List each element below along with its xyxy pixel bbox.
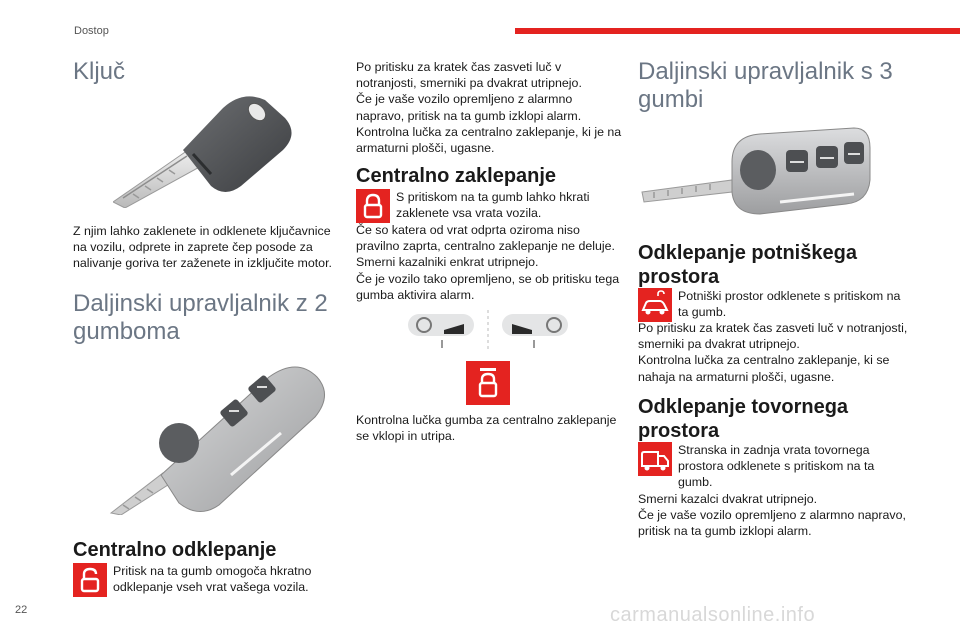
cargo-unlock-text: Smerni kazalci dvakrat utripnejo. Če je vaše vozilo opremljeno z alarmno napravo, pritisk na ta gumb izklopi alarm. [638,492,906,539]
key-title: Ključ [73,58,126,85]
section-header: Dostop [74,25,109,37]
cargo-unlock-title: Odklepanje tovornega prostora [638,396,849,442]
passenger-unlock-title: Odklepanje potniškega prostora [638,242,857,288]
passenger-unlock-text: Po pritisku za kratek čas zasveti luč v notranjosti, smerniki pa dvakrat utripnejo. Kontrolna lučka za centralno zaklepanje, ki se nahaja na armaturni plošči, ugasne. [638,321,908,384]
remote-3-button-title: Daljinski upravljalnik s 3 gumbi [638,58,893,113]
remote-2-button-illustration [101,355,333,515]
header-accent-bar [515,28,960,34]
key-illustration [113,90,313,208]
remote-3-button-illustration [640,122,872,222]
lock-indicator-icon [466,361,510,405]
cargo-unlock-icon [638,442,672,476]
central-unlock-title: Centralno odklepanje [73,539,277,561]
cargo-unlock-icon-text: Stranska in zadnja vrata tovornega prostora odklenete s pritiskom na ta gumb. [678,443,875,490]
central-unlock-text: Pritisk na ta gumb omogoča hkratno odklepanje vseh vrat vašega vozila. [113,564,312,595]
watermark: carmanualsonline.info [610,604,816,626]
indicator-text: Kontrolna lučka gumba za centralno zaklepanje se vklopi in utripa. [356,413,617,444]
lock-icon [356,189,390,223]
remote-2-button-title: Daljinski upravljalnik z 2 gumboma [73,290,328,345]
central-lock-icon-text: S pritiskom na ta gumb lahko hkrati zaklenete vsa vrata vozila. [396,190,590,221]
unlock-details-text: Po pritisku za kratek čas zasveti luč v notranjosti, smerniki pa dvakrat utripnejo. Če je vaše vozilo opremljeno z alarmno napravo, pritisk na ta gumb izklopi alarm. Kontrolna lučka za centralno zaklepanje, ki je na armaturni plošči, ugasne. [356,60,622,156]
key-description: Z njim lahko zaklenete in odklenete ključavnice na vozilu, odprete in zaprete čep posode za nalivanje goriva ter zaženete in izključite motor. [73,224,332,271]
central-lock-title: Centralno zaklepanje [356,165,557,187]
passenger-unlock-icon-text: Potniški prostor odklenete s pritiskom na ta gumb. [678,289,901,320]
passenger-unlock-icon [638,288,672,322]
central-lock-text: Če so katera od vrat odprta oziroma niso pravilno zaprta, centralno zaklepanje ne deluje. Smerni kazalniki enkrat utripnejo. Če je vozilo tako opremljeno, se ob pritisku tega gumba aktivira alarm. [356,223,620,302]
unlock-icon [73,563,107,597]
dashboard-indicator-illustration [408,308,570,352]
page-number: 22 [15,604,28,616]
